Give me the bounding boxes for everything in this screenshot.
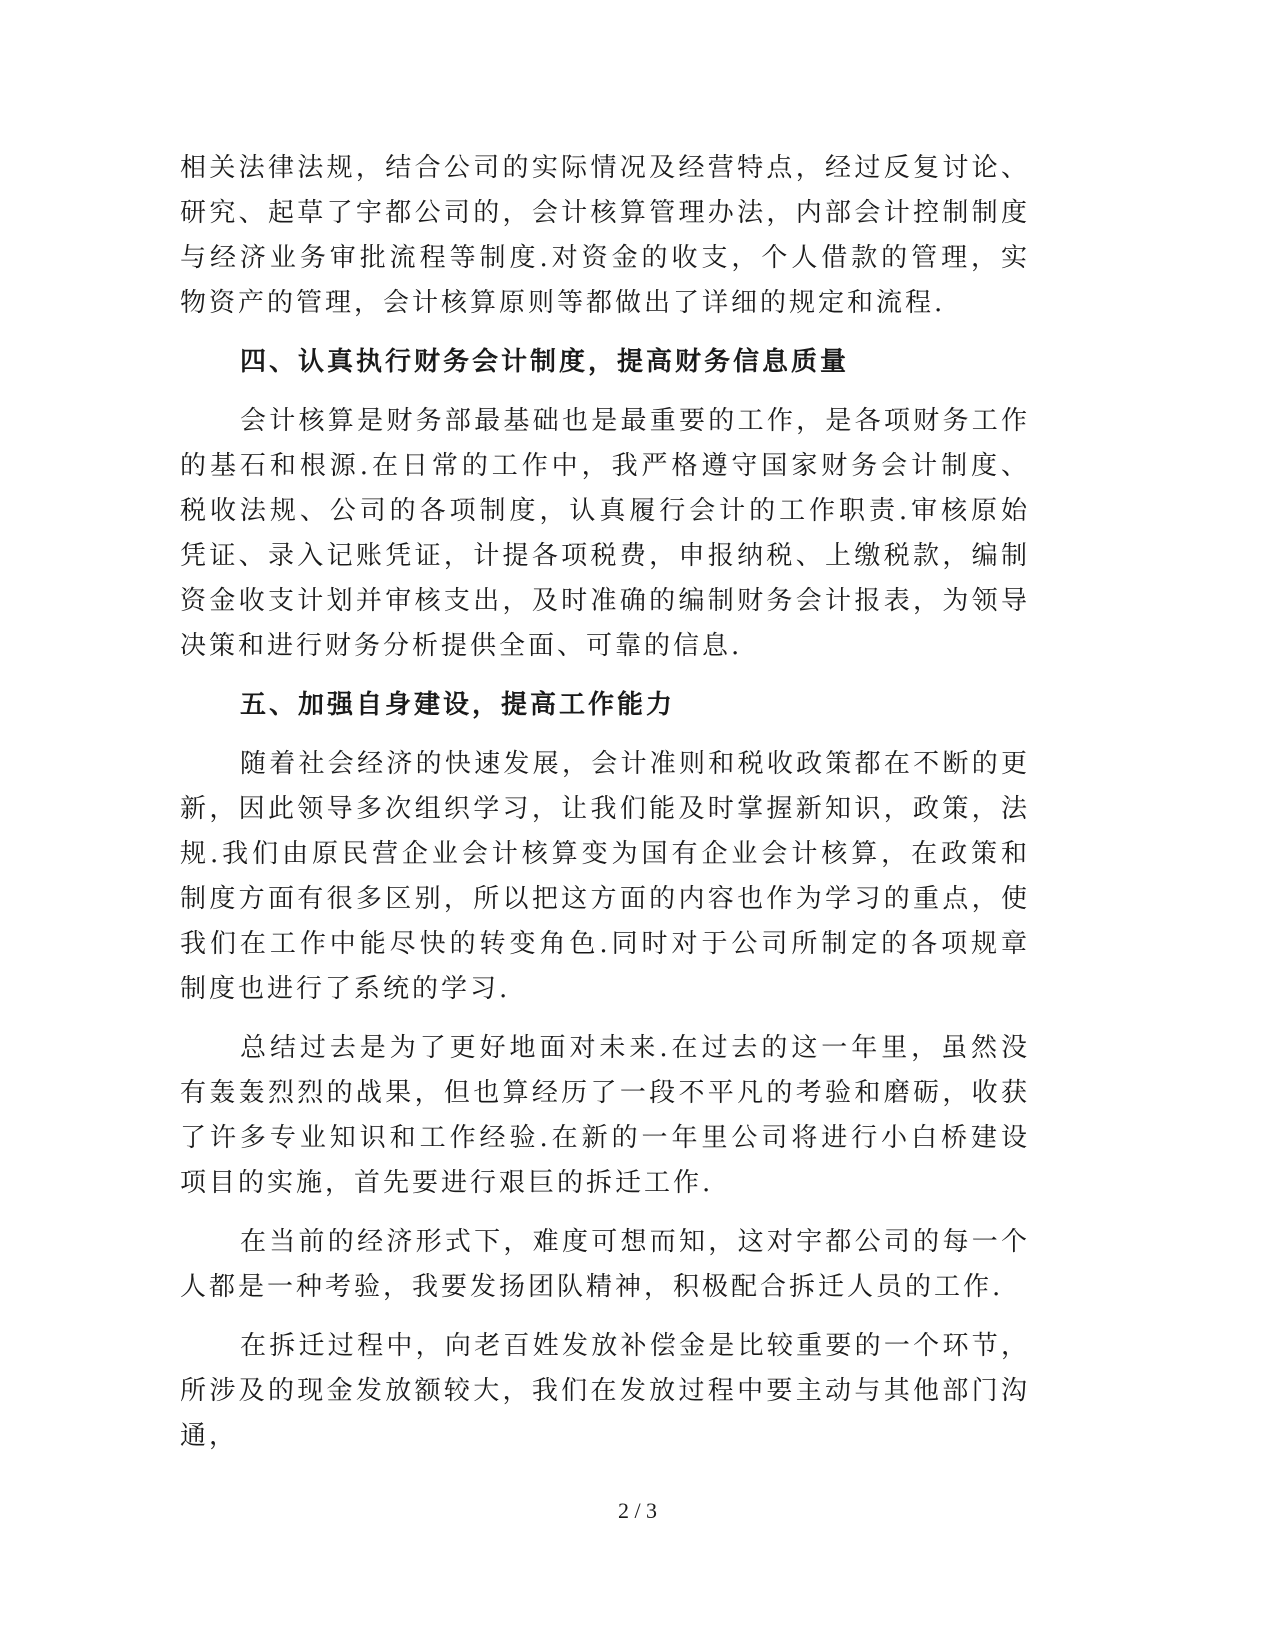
paragraph-accounting: 会计核算是财务部最基础也是最重要的工作，是各项财务工作的基石和根源.在日常的工作中，我严格遵守国家财务会计制度、税收法规、公司的各项制度，认真履行会计的工作职责.审核原始凭证、录入记账凭证，计提各项税费，申报纳税、上缴税款，编制资金收支计划并审核支出，及时准确的编制财务会计报表，为领导决策和进行财务分析提供全面、可靠的信息. [180, 406, 1030, 661]
page-number: 2 / 3 [617, 1498, 658, 1523]
paragraph-learning: 随着社会经济的快速发展，会计准则和税收政策都在不断的更新，因此领导多次组织学习，让我们能及时掌握新知识，政策，法规.我们由原民营企业会计核算变为国有企业会计核算，在政策和制度方面有很多区别，所以把这方面的内容也作为学习的重点，使我们在工作中能尽快的转变角色.同时对于公司所制定的各项规章制度也进行了系统的学习. [180, 749, 1030, 1004]
section-heading-4: 四、认真执行财务会计制度，提高财务信息质量 [240, 347, 850, 377]
paragraph-summary: 总结过去是为了更好地面对未来.在过去的这一年里，虽然没有轰轰烈烈的战果，但也算经历了一段不平凡的考验和磨砺，收获了许多专业知识和工作经验.在新的一年里公司将进行小白桥建设项目的实施，首先要进行艰巨的拆迁工作. [180, 1033, 1030, 1198]
paragraph-economic-situation: 在当前的经济形式下，难度可想而知，这对宇都公司的每一个人都是一种考验，我要发扬团队精神，积极配合拆迁人员的工作. [180, 1227, 1030, 1302]
document-body [180, 146, 1030, 1473]
paragraph-continuation: 相关法律法规，结合公司的实际情况及经营特点，经过反复讨论、研究、起草了宇都公司的，会计核算管理办法，内部会计控制制度与经济业务审批流程等制度.对资金的收支，个人借款的管理，实物资产的管理，会计核算原则等都做出了详细的规定和流程. [180, 153, 1030, 318]
section-heading-5: 五、加强自身建设，提高工作能力 [240, 690, 676, 720]
paragraph-demolition: 在拆迁过程中，向老百姓发放补偿金是比较重要的一个环节，所涉及的现金发放额较大，我们在发放过程中要主动与其他部门沟通， [180, 1331, 1030, 1451]
